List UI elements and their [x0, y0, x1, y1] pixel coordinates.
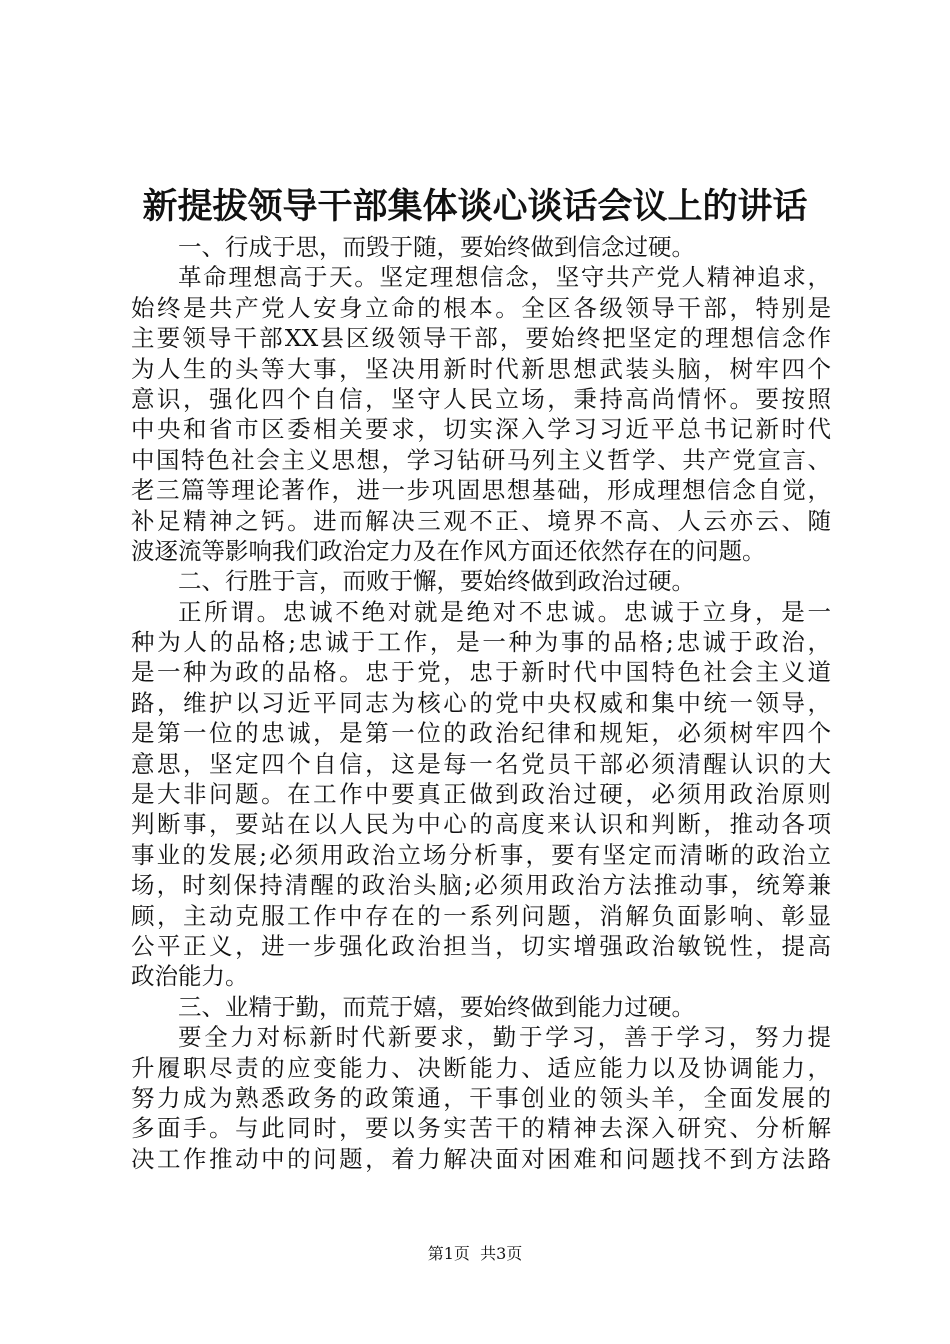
text-line: 中国特色社会主义思想，学习钻研马列主义哲学、共产党宣言、 — [131, 445, 831, 474]
text-line: 决工作推动中的问题，着力解决面对困难和问题找不到方法路 — [131, 1144, 831, 1173]
text-line: 波逐流等影响我们政治定力及在作风方面还依然存在的问题。 — [131, 536, 766, 565]
text-line: 补足精神之钙。进而解决三观不正、境界不高、人云亦云、随 — [131, 506, 831, 535]
text-line: 公平正义，进一步强化政治担当，切实增强政治敏锐性，提高 — [131, 931, 831, 960]
text-line: 升履职尽责的应变能力、决断能力、适应能力以及协调能力， — [131, 1053, 831, 1082]
text-line: 始终是共产党人安身立命的根本。全区各级领导干部，特别是 — [131, 293, 831, 322]
text-line: 判断事，要站在以人民为中心的高度来认识和判断，推动各项 — [131, 810, 831, 839]
text-line: 三、业精于勤，而荒于嬉，要始终做到能力过硬。 — [178, 992, 695, 1021]
text-line: 正所谓。忠诚不绝对就是绝对不忠诚。忠诚于立身，是一 — [178, 597, 831, 626]
text-line: 革命理想高于天。坚定理想信念，坚守共产党人精神追求， — [178, 263, 831, 292]
text-line: 老三篇等理论著作，进一步巩固思想基础，形成理想信念自觉， — [131, 476, 831, 505]
text-line: 是大非问题。在工作中要真正做到政治过硬，必须用政治原则 — [131, 780, 831, 809]
text-line: 是第一位的忠诚，是第一位的政治纪律和规矩，必须树牢四个 — [131, 719, 831, 748]
text-line: 场，时刻保持清醒的政治头脑;必须用政治方法推动事，统筹兼 — [131, 871, 831, 900]
page-footer: 第1页 共3页 — [427, 1244, 523, 1263]
text-line: 意识，强化四个自信，坚守人民立场，秉持高尚情怀。要按照 — [131, 384, 831, 413]
text-line: 是一种为政的品格。忠于党，忠于新时代中国特色社会主义道 — [131, 658, 831, 687]
text-line: 种为人的品格;忠诚于工作，是一种为事的品格;忠诚于政治， — [131, 628, 831, 657]
text-line: 路，维护以习近平同志为核心的党中央权威和集中统一领导， — [131, 688, 831, 717]
document-title: 新提拔领导干部集体谈心谈话会议上的讲话 — [142, 186, 808, 227]
text-line: 为人生的头等大事，坚决用新时代新思想武装头脑，树牢四个 — [131, 354, 831, 383]
text-line: 顾，主动克服工作中存在的一系列问题，消解负面影响、彰显 — [131, 901, 831, 930]
document-body — [131, 232, 831, 1174]
text-line: 一、行成于思，而毁于随，要始终做到信念过硬。 — [178, 233, 695, 261]
text-line: 努力成为熟悉政务的政策通，干事创业的领头羊，全面发展的 — [131, 1083, 831, 1112]
text-line: 政治能力。 — [131, 962, 249, 991]
text-line: 中央和省市区委相关要求，切实深入学习习近平总书记新时代 — [131, 415, 831, 444]
text-line: 二、行胜于言，而败于懈，要始终做到政治过硬。 — [178, 567, 695, 596]
text-line: 事业的发展;必须用政治立场分析事，要有坚定而清晰的政治立 — [131, 840, 831, 869]
text-line: 主要领导干部XX县区级领导干部，要始终把坚定的理想信念作 — [131, 324, 831, 353]
text-line: 要全力对标新时代新要求，勤于学习，善于学习，努力提 — [178, 1023, 831, 1052]
text-line: 多面手。与此同时，要以务实苦干的精神去深入研究、分析解 — [131, 1114, 831, 1143]
text-line: 意思，坚定四个自信，这是每一名党员干部必须清醒认识的大 — [131, 749, 831, 778]
